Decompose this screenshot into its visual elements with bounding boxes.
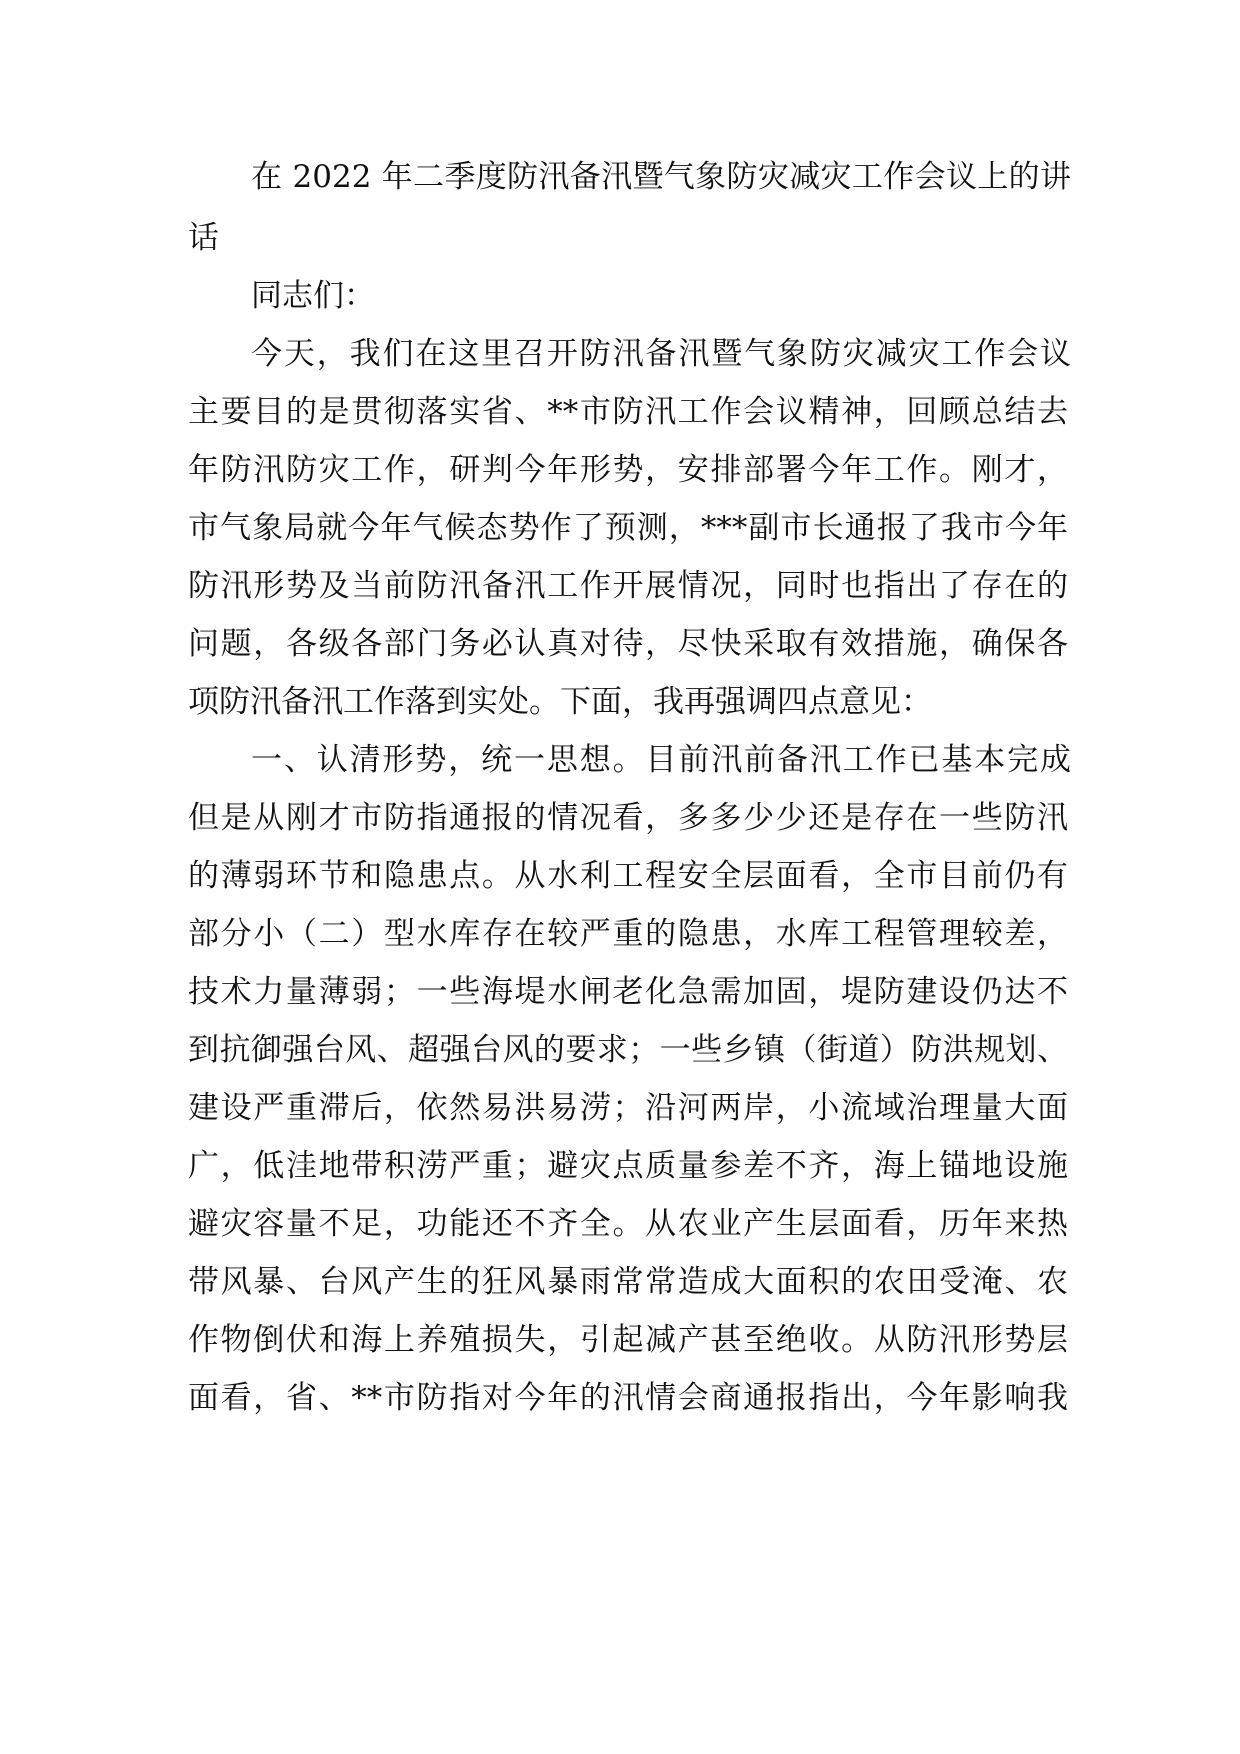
body-line-5: 防汛形势及当前防汛备汛工作开展情况，同时也指出了存在的 (188, 568, 1068, 604)
speech-title-line-2: 话 (188, 220, 219, 256)
body-line-4: 市气象局就今年气候态势作了预测，***副市长通报了我市今年 (188, 510, 1068, 546)
body-line-1: 今天，我们在这里召开防汛备汛暨气象防灾减灾工作会议 (251, 336, 1071, 372)
body-line-13: 到抗御强台风、超强台风的要求；一些乡镇（街道）防洪规划、 (188, 1032, 1068, 1068)
speech-title-line-1: 在 2022 年二季度防汛备汛暨气象防灾减灾工作会议上的讲 (251, 159, 1071, 195)
body-line-12: 技术力量薄弱；一些海堤水闸老化急需加固，堤防建设仍达不 (188, 974, 1068, 1010)
body-line-11: 部分小（二）型水库存在较严重的隐患，水库工程管理较差， (188, 916, 1068, 952)
body-line-9: 但是从刚才市防指通报的情况看，多多少少还是存在一些防汛 (188, 800, 1068, 836)
body-line-10: 的薄弱环节和隐患点。从水利工程安全层面看，全市目前仍有 (188, 858, 1068, 894)
body-line-18: 作物倒伏和海上养殖损失，引起减产甚至绝收。从防汛形势层 (188, 1322, 1068, 1358)
body-line-17: 带风暴、台风产生的狂风暴雨常常造成大面积的农田受淹、农 (188, 1264, 1068, 1300)
body-line-3: 年防汛防灾工作，研判今年形势，安排部署今年工作。刚才， (188, 452, 1068, 488)
body-line-15: 广，低洼地带积涝严重；避灾点质量参差不齐，海上锚地设施 (188, 1148, 1068, 1184)
body-line-16: 避灾容量不足，功能还不齐全。从农业产生层面看，历年来热 (188, 1206, 1068, 1242)
body-line-6: 问题，各级各部门务必认真对待，尽快采取有效措施，确保各 (188, 626, 1068, 662)
salutation: 同志们： (251, 278, 375, 314)
body-line-19: 面看，省、**市防指对今年的汛情会商通报指出，今年影响我 (188, 1380, 1068, 1416)
body-line-2: 主要目的是贯彻落实省、**市防汛工作会议精神，回顾总结去 (188, 394, 1068, 430)
body-line-14: 建设严重滞后，依然易洪易涝；沿河两岸，小流域治理量大面 (188, 1090, 1068, 1126)
body-line-7: 项防汛备汛工作落到实处。下面，我再强调四点意见： (188, 684, 932, 720)
body-line-8: 一、认清形势，统一思想。目前汛前备汛工作已基本完成 (251, 742, 1071, 778)
